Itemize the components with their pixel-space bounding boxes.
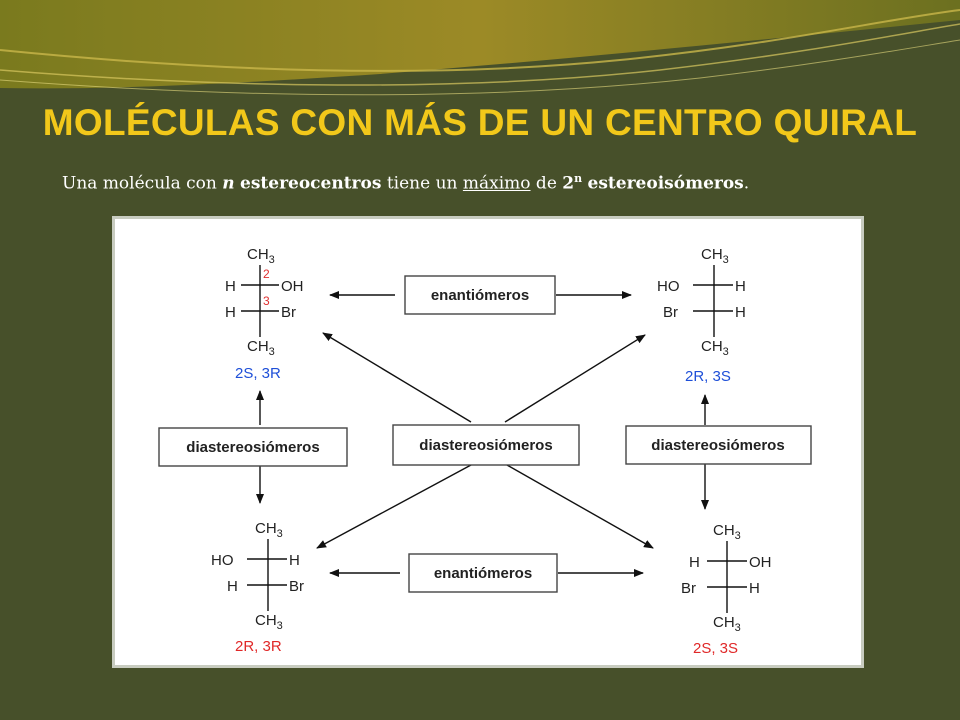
mol3-config: 2R, 3R	[235, 638, 282, 655]
enantiomers-box-bottom	[409, 554, 557, 592]
mol2-r1-left: HO	[657, 278, 680, 295]
subtitle-n: n	[222, 173, 235, 194]
mol4-bottom: $CH_3$	[713, 614, 741, 634]
mol1-bottom: $CH_3$	[247, 338, 275, 358]
mol3-r2-right: Br	[289, 578, 304, 595]
mol4-r2-right: H	[749, 580, 760, 597]
mol1-r1-left: H	[225, 278, 236, 295]
arrow-diag-bottom-right	[507, 465, 653, 548]
subtitle-exp: n	[574, 172, 583, 185]
subtitle-text-3: tiene un	[381, 173, 463, 194]
enantiomers-label-top: enantiómeros	[430, 287, 530, 304]
molecule-2r-3r	[211, 520, 304, 655]
subtitle	[62, 172, 749, 194]
mol4-config: 2S, 3S	[693, 640, 739, 657]
mol2-config: 2R, 3S	[685, 368, 731, 385]
mol3-bottom: $CH_3$	[255, 612, 283, 632]
mol1-top: $CH_3$	[247, 246, 275, 266]
enantiomers-box-top	[405, 276, 555, 314]
subtitle-text-4: de	[530, 173, 563, 194]
mol3-r2-left: H	[227, 578, 238, 595]
decorative-banner	[0, 0, 960, 110]
mol1-num3: 3	[263, 294, 270, 308]
arrow-diag-top-left	[323, 333, 471, 422]
molecule-2s-3r	[225, 246, 304, 382]
mol1-r2-right: Br	[281, 304, 296, 321]
mol3-top: $CH_3$	[255, 520, 283, 540]
mol2-bottom: $CH_3$	[701, 338, 729, 358]
enantiomers-label-bottom: enantiómeros	[433, 565, 533, 582]
mol2-r2-right: H	[735, 304, 746, 321]
diastereomers-box-right	[626, 426, 811, 464]
page-title: MOLÉCULAS CON MÁS DE UN CENTRO QUIRAL	[42, 102, 918, 143]
mol2-r2-left: Br	[663, 304, 678, 321]
mol1-config: 2S, 3R	[235, 365, 281, 382]
molecule-2r-3s	[657, 246, 746, 385]
subtitle-text-1: Una molécula con	[62, 173, 223, 194]
diastereomers-label-center: diastereosiómeros	[419, 437, 553, 454]
stereoisomer-diagram	[115, 219, 861, 665]
mol2-r1-right: H	[735, 278, 746, 295]
diagram-panel	[112, 216, 864, 668]
subtitle-bold-1: estereocentros	[240, 173, 382, 194]
mol4-r2-left: Br	[681, 580, 696, 597]
mol4-top: $CH_3$	[713, 522, 741, 542]
subtitle-underlined: máximo	[462, 173, 531, 194]
subtitle-text-6: .	[743, 173, 750, 194]
arrow-diag-top-right	[505, 335, 645, 422]
mol4-r1-left: H	[689, 554, 700, 571]
molecule-2s-3s	[681, 522, 772, 657]
diastereomers-box-center	[393, 425, 579, 465]
subtitle-bold-2: estereoisómeros	[587, 173, 744, 194]
mol3-r1-right: H	[289, 552, 300, 569]
subtitle-two: 2	[562, 173, 575, 194]
mol4-r1-right: OH	[749, 554, 772, 571]
diastereomers-label-right: diastereosiómeros	[651, 437, 785, 454]
arrow-diag-bottom-left	[317, 465, 471, 548]
mol3-r1-left: HO	[211, 552, 234, 569]
mol1-r1-right: OH	[281, 278, 304, 295]
diastereomers-box-left	[159, 428, 347, 466]
mol1-r2-left: H	[225, 304, 236, 321]
mol1-num2: 2	[263, 267, 270, 281]
diastereomers-label-left: diastereosiómeros	[186, 439, 320, 456]
mol2-top: $CH_3$	[701, 246, 729, 266]
